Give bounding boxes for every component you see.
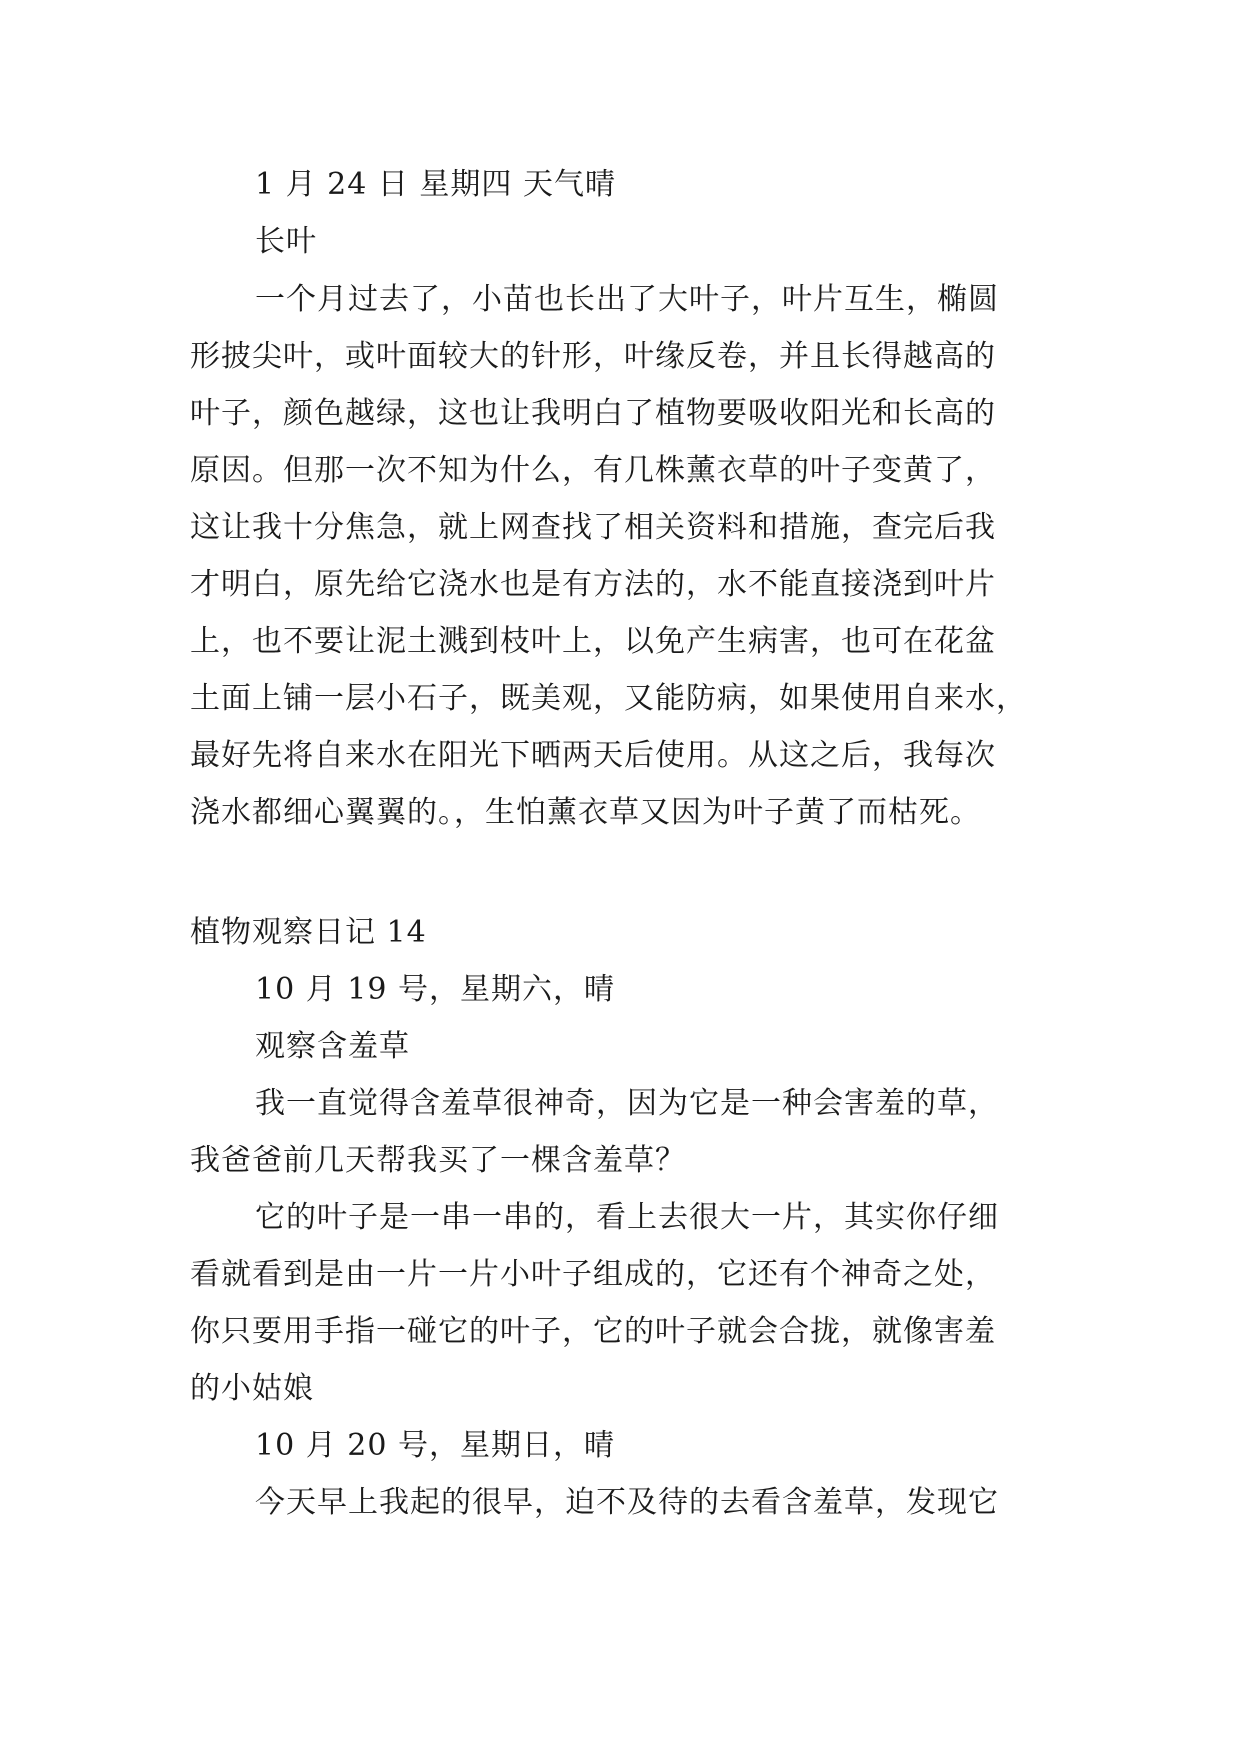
entry2-paragraph-line: 看就看到是由一片一片小叶子组成的，它还有个神奇之处， xyxy=(190,1257,996,1292)
entry1-paragraph-line: 这让我十分焦急，就上网查找了相关资料和措施，查完后我 xyxy=(190,510,996,545)
entry1-paragraph-line: 上，也不要让泥土溅到枝叶上，以免产生病害，也可在花盆 xyxy=(190,624,996,659)
entry2-subtitle: 观察含羞草 xyxy=(255,1029,410,1064)
entry2-paragraph-line: 它的叶子是一串一串的，看上去很大一片，其实你仔细 xyxy=(255,1200,999,1235)
entry1-paragraph-line: 浇水都细心翼翼的。，生怕薰衣草又因为叶子黄了而枯死。 xyxy=(190,795,981,830)
entry1-subtitle: 长叶 xyxy=(255,224,317,259)
entry2-paragraph-line: 我爸爸前几天帮我买了一棵含羞草？ xyxy=(190,1143,686,1178)
entry2-paragraph-line: 我一直觉得含羞草很神奇，因为它是一种会害羞的草， xyxy=(255,1086,999,1121)
entry1-paragraph-line: 才明白，原先给它浇水也是有方法的，水不能直接浇到叶片 xyxy=(190,567,996,602)
entry1-paragraph-line: 形披尖叶，或叶面较大的针形，叶缘反卷，并且长得越高的 xyxy=(190,339,996,374)
entry1-paragraph-line: 一个月过去了，小苗也长出了大叶子，叶片互生，椭圆 xyxy=(255,282,999,317)
entry1-paragraph-line: 原因。但那一次不知为什么，有几株薰衣草的叶子变黄了， xyxy=(190,453,996,488)
entry2-paragraph-line: 你只要用手指一碰它的叶子，它的叶子就会合拢，就像害羞 xyxy=(190,1314,996,1349)
entry1-paragraph-line: 叶子，颜色越绿，这也让我明白了植物要吸收阳光和长高的 xyxy=(190,396,996,431)
entry1-date-line: 1 月 24 日 星期四 天气晴 xyxy=(255,167,616,202)
entry2-paragraph-line: 的小姑娘 xyxy=(190,1371,314,1406)
entry2-paragraph-line: 今天早上我起的很早，迫不及待的去看含羞草，发现它 xyxy=(255,1485,999,1520)
entry1-paragraph-line: 最好先将自来水在阳光下晒两天后使用。从这之后，我每次 xyxy=(190,738,996,773)
entry2-heading: 植物观察日记 14 xyxy=(190,915,427,950)
entry2-date-line-1: 10 月 19 号，星期六，晴 xyxy=(255,972,615,1007)
entry1-paragraph-line: 土面上铺一层小石子，既美观，又能防病，如果使用自来水， xyxy=(190,681,1027,716)
entry2-date-line-2: 10 月 20 号，星期日，晴 xyxy=(255,1428,615,1463)
